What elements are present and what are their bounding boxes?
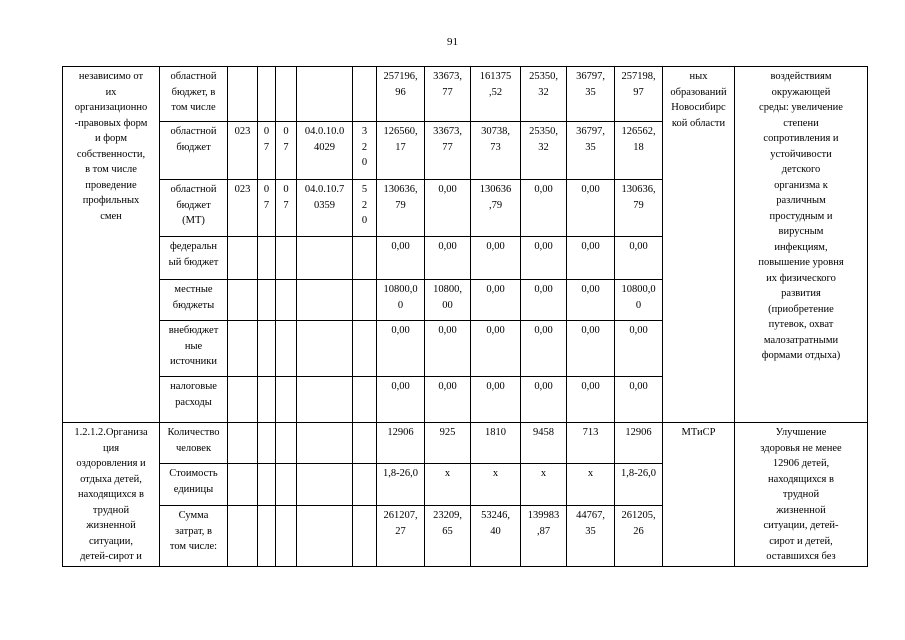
value-cell: 36797, 35: [567, 122, 615, 180]
subsection-code-cell: [276, 464, 297, 506]
value-cell: 0,00: [471, 321, 521, 377]
value-cell: 10800, 00: [425, 280, 471, 321]
value-cell: 0,00: [521, 280, 567, 321]
target-article-cell: [297, 321, 353, 377]
expense-type-cell: [353, 280, 377, 321]
total-cell: 257198, 97: [615, 67, 663, 122]
value-cell: 130636 ,79: [471, 180, 521, 237]
funding-source-cell: областной бюджет, в том числе: [160, 67, 228, 122]
section-code-cell: [258, 67, 276, 122]
value-cell: 1,8-26,0: [377, 464, 425, 506]
funding-source-cell: налоговые расходы: [160, 377, 228, 423]
measure-name-cell: 1.2.1.2.Организа ция оздоровления и отдыха детей, находящихся в трудной жизненной ситуации, детей-сирот и: [63, 423, 160, 567]
value-cell: 0,00: [521, 180, 567, 237]
expected-result-cell: Улучшение здоровья не менее 12906 детей, находящихся в трудной жизненной ситуации, детей- сирот и детей, оставшихся без: [735, 423, 868, 567]
executor-cell: ных образований Новосибирс кой области: [663, 67, 735, 423]
expense-type-cell: [353, 506, 377, 567]
grbs-code-cell: [228, 377, 258, 423]
grbs-code-cell: [228, 67, 258, 122]
total-cell: 0,00: [615, 321, 663, 377]
grbs-code-cell: [228, 423, 258, 464]
value-cell: 1810: [471, 423, 521, 464]
value-cell: 36797, 35: [567, 67, 615, 122]
expense-type-cell: [353, 237, 377, 280]
section-code-cell: 0 7: [258, 180, 276, 237]
funding-source-cell: местные бюджеты: [160, 280, 228, 321]
subsection-code-cell: [276, 506, 297, 567]
grbs-code-cell: [228, 321, 258, 377]
indicator-cell: Сумма затрат, в том числе:: [160, 506, 228, 567]
value-cell: 0,00: [567, 377, 615, 423]
value-cell: 0,00: [567, 237, 615, 280]
value-cell: x: [567, 464, 615, 506]
measure-name-cell: независимо от их организационно -правовых форм и форм собственности, в том числе проведение профильных смен: [63, 67, 160, 423]
target-article-cell: [297, 506, 353, 567]
value-cell: 126560, 17: [377, 122, 425, 180]
value-cell: 0,00: [521, 377, 567, 423]
funding-source-cell: областной бюджет (МТ): [160, 180, 228, 237]
value-cell: 0,00: [567, 280, 615, 321]
subsection-code-cell: [276, 377, 297, 423]
value-cell: 44767, 35: [567, 506, 615, 567]
value-cell: 130636, 79: [377, 180, 425, 237]
value-cell: x: [425, 464, 471, 506]
subsection-code-cell: 0 7: [276, 180, 297, 237]
value-cell: 0,00: [471, 280, 521, 321]
value-cell: 0,00: [567, 321, 615, 377]
subsection-code-cell: [276, 321, 297, 377]
value-cell: 139983 ,87: [521, 506, 567, 567]
value-cell: 0,00: [425, 321, 471, 377]
grbs-code-cell: [228, 506, 258, 567]
grbs-code-cell: 023: [228, 180, 258, 237]
expense-type-cell: [353, 321, 377, 377]
table-row: [63, 423, 868, 464]
value-cell: 12906: [377, 423, 425, 464]
total-cell: 0,00: [615, 377, 663, 423]
indicator-cell: Стоимость единицы: [160, 464, 228, 506]
expense-type-cell: [353, 423, 377, 464]
grbs-code-cell: [228, 280, 258, 321]
value-cell: 0,00: [377, 377, 425, 423]
indicator-cell: Количество человек: [160, 423, 228, 464]
target-article-cell: [297, 423, 353, 464]
value-cell: 0,00: [425, 180, 471, 237]
value-cell: x: [471, 464, 521, 506]
value-cell: 257196, 96: [377, 67, 425, 122]
value-cell: 33673, 77: [425, 67, 471, 122]
target-article-cell: [297, 280, 353, 321]
value-cell: 0,00: [425, 377, 471, 423]
expense-type-cell: [353, 67, 377, 122]
value-cell: 925: [425, 423, 471, 464]
value-cell: 713: [567, 423, 615, 464]
value-cell: 23209, 65: [425, 506, 471, 567]
table-row: [63, 67, 868, 122]
expected-result-cell: воздействиям окружающей среды: увеличение степени сопротивления и устойчивости детского организма к различным простудным и вирусным инфекциям, повышение уровня их физического развития (приобретение путевок, охват малозатратными формами отдыха): [735, 67, 868, 423]
section-code-cell: [258, 506, 276, 567]
funding-source-cell: внебюджет ные источники: [160, 321, 228, 377]
target-article-cell: [297, 464, 353, 506]
grbs-code-cell: [228, 237, 258, 280]
grbs-code-cell: [228, 464, 258, 506]
subsection-code-cell: [276, 67, 297, 122]
grbs-code-cell: 023: [228, 122, 258, 180]
section-code-cell: [258, 321, 276, 377]
expense-type-cell: [353, 464, 377, 506]
value-cell: 0,00: [471, 237, 521, 280]
page-number: 91: [447, 36, 458, 48]
section-code-cell: [258, 464, 276, 506]
subsection-code-cell: [276, 237, 297, 280]
total-cell: 261205, 26: [615, 506, 663, 567]
value-cell: 53246, 40: [471, 506, 521, 567]
funding-source-cell: федеральн ый бюджет: [160, 237, 228, 280]
total-cell: 126562, 18: [615, 122, 663, 180]
total-cell: 10800,0 0: [615, 280, 663, 321]
value-cell: 10800,0 0: [377, 280, 425, 321]
executor-cell: МТиСР: [663, 423, 735, 567]
value-cell: 0,00: [567, 180, 615, 237]
value-cell: 33673, 77: [425, 122, 471, 180]
target-article-cell: [297, 67, 353, 122]
target-article-cell: [297, 237, 353, 280]
section-code-cell: [258, 237, 276, 280]
subsection-code-cell: [276, 280, 297, 321]
target-article-cell: [297, 377, 353, 423]
total-cell: 0,00: [615, 237, 663, 280]
value-cell: 30738, 73: [471, 122, 521, 180]
value-cell: 25350, 32: [521, 67, 567, 122]
section-code-cell: [258, 280, 276, 321]
value-cell: 25350, 32: [521, 122, 567, 180]
value-cell: 0,00: [425, 237, 471, 280]
value-cell: 261207, 27: [377, 506, 425, 567]
subsection-code-cell: 0 7: [276, 122, 297, 180]
value-cell: 161375 ,52: [471, 67, 521, 122]
target-article-cell: 04.0.10.0 4029: [297, 122, 353, 180]
budget-table: [62, 66, 868, 567]
value-cell: 0,00: [377, 237, 425, 280]
total-cell: 130636, 79: [615, 180, 663, 237]
value-cell: 0,00: [471, 377, 521, 423]
subsection-code-cell: [276, 423, 297, 464]
section-code-cell: 0 7: [258, 122, 276, 180]
expense-type-cell: 3 2 0: [353, 122, 377, 180]
expense-type-cell: 5 2 0: [353, 180, 377, 237]
value-cell: 0,00: [521, 321, 567, 377]
value-cell: 0,00: [521, 237, 567, 280]
value-cell: 0,00: [377, 321, 425, 377]
value-cell: 9458: [521, 423, 567, 464]
target-article-cell: 04.0.10.7 0359: [297, 180, 353, 237]
total-cell: 1,8-26,0: [615, 464, 663, 506]
funding-source-cell: областной бюджет: [160, 122, 228, 180]
section-code-cell: [258, 423, 276, 464]
section-code-cell: [258, 377, 276, 423]
total-cell: 12906: [615, 423, 663, 464]
expense-type-cell: [353, 377, 377, 423]
value-cell: x: [521, 464, 567, 506]
